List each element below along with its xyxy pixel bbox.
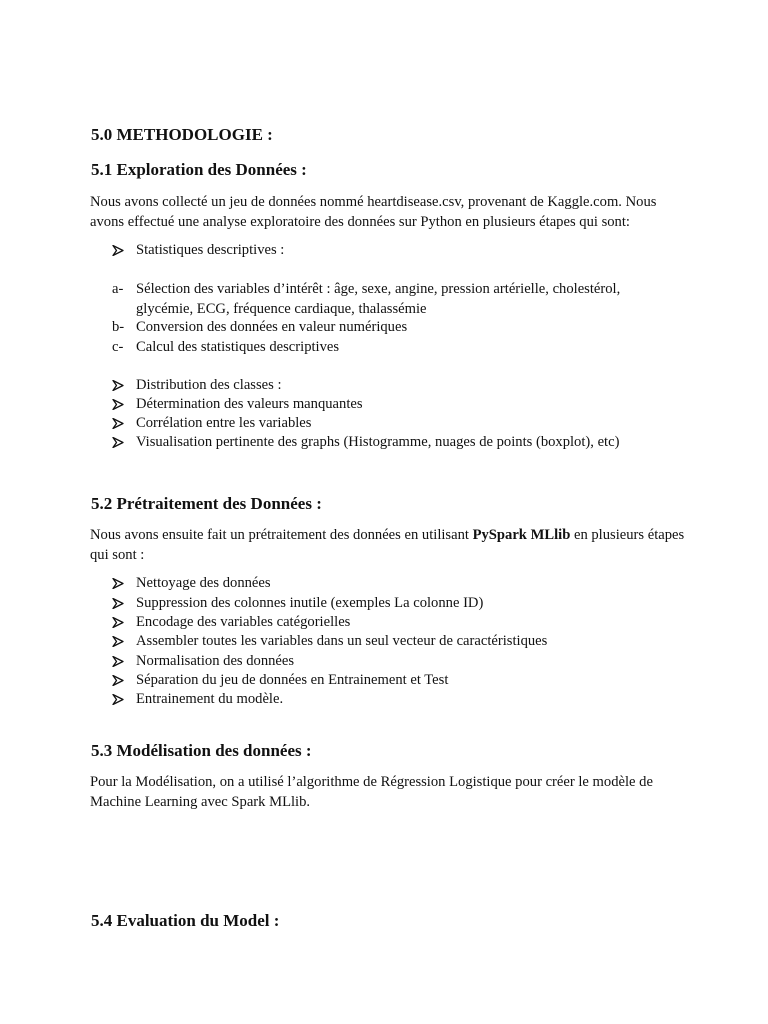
- bullet-item: Détermination des valeurs manquantes: [136, 396, 363, 412]
- paragraph-exploration-intro: Nous avons collecté un jeu de données nommé heartdisease.csv, provenant de Kaggle.com. Nous avons effectué une analyse exploratoire des données sur Python en plusieurs étapes qui sont:: [90, 194, 657, 230]
- bullet-item: Visualisation pertinente des graphs (Histogramme, nuages de points (boxplot), etc): [136, 434, 620, 450]
- bullet-item: Statistiques descriptives :: [136, 242, 285, 258]
- heading-5-2: 5.2 Prétraitement des Données :: [91, 494, 322, 513]
- heading-5-3: 5.3 Modélisation des données :: [91, 741, 312, 760]
- list-item: Sélection des variables d’intérêt : âge, sexe, angine, pression artérielle, cholestérol, glycémie, ECG, fréquence cardiaque, thalassémie: [136, 281, 621, 317]
- arrowhead-bullet-icon: [112, 395, 126, 410]
- bullet-item: Entrainement du modèle.: [136, 691, 284, 707]
- list-item: Calcul des statistiques descriptives: [136, 339, 340, 355]
- arrowhead-bullet-icon: [112, 671, 126, 686]
- bullet-item: Encodage des variables catégorielles: [136, 614, 351, 630]
- arrowhead-bullet-icon: [112, 433, 126, 448]
- bullet-item: Normalisation des données: [136, 653, 295, 669]
- intro-text: en plusieurs étapes qui sont :: [90, 527, 685, 563]
- bullet-item: Nettoyage des données: [136, 575, 271, 591]
- intro-text: Nous avons ensuite fait un prétraitement des données en utilisant: [90, 527, 473, 543]
- paragraph-preprocessing-intro: [90, 526, 690, 565]
- bullet-item: Corrélation entre les variables: [136, 415, 312, 431]
- list-letter: b-: [112, 319, 125, 335]
- list-letter: a-: [112, 281, 124, 297]
- heading-5-4: 5.4 Evaluation du Model :: [91, 911, 280, 930]
- bullet-item: Distribution des classes :: [136, 377, 282, 393]
- list-letter: c-: [112, 339, 124, 355]
- list-item: Conversion des données en valeur numériques: [136, 319, 408, 335]
- bullet-item: Assembler toutes les variables dans un seul vecteur de caractéristiques: [136, 633, 548, 649]
- arrowhead-bullet-icon: [112, 594, 126, 609]
- arrowhead-bullet-icon: [112, 652, 126, 667]
- heading-5-0: 5.0 METHODOLOGIE :: [91, 125, 273, 144]
- bullet-item: Suppression des colonnes inutile (exemples La colonne ID): [136, 595, 484, 611]
- arrowhead-bullet-icon: [112, 613, 126, 628]
- arrowhead-bullet-icon: [112, 241, 126, 256]
- arrowhead-bullet-icon: [112, 574, 126, 589]
- pyspark-mllib-emphasis: PySpark MLlib: [472, 527, 571, 543]
- heading-5-1: 5.1 Exploration des Données :: [91, 160, 307, 179]
- arrowhead-bullet-icon: [112, 376, 126, 391]
- arrowhead-bullet-icon: [112, 414, 126, 429]
- paragraph-modeling: Pour la Modélisation, on a utilisé l’algorithme de Régression Logistique pour créer le modèle de Machine Learning avec Spark MLlib.: [90, 774, 653, 810]
- bullet-item: Séparation du jeu de données en Entrainement et Test: [136, 672, 449, 688]
- arrowhead-bullet-icon: [112, 690, 126, 705]
- arrowhead-bullet-icon: [112, 632, 126, 647]
